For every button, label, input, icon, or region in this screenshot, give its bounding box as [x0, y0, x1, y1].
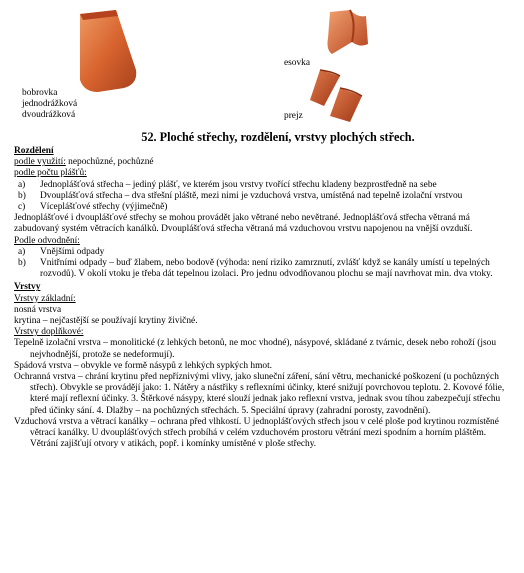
list-item	[14, 258, 514, 280]
list-marker: b)	[18, 190, 26, 201]
vrstvy-doplnkove-label: Vrstvy doplňkové:	[14, 327, 84, 338]
list-item-text: Vnějšími odpady	[40, 246, 105, 257]
section-heading-rozdeleni: Rozdělení	[14, 146, 54, 156]
caption-jednodrazkova: jednodrážková	[22, 99, 78, 109]
list-item-text: Víceplášťové střechy (výjimečně)	[40, 202, 168, 213]
podle-poctu-label: podle počtu plášťů:	[14, 168, 87, 179]
list-item	[14, 191, 514, 202]
list-marker: c)	[18, 202, 26, 213]
list-marker: a)	[18, 246, 26, 257]
podle-vyuziti-line	[14, 157, 514, 168]
podle-vyuziti-label: podle využití:	[14, 157, 66, 168]
list-item	[14, 247, 514, 258]
nosna-vrstva-text: nosná vrstva	[14, 304, 62, 315]
list-item-text: Jednoplášťová střecha – jediný plášť, ve kterém jsou vrstvy tvořící střechu kladeny bezprostředně na sebe	[40, 179, 437, 190]
ochranna-vrstva-text: Ochranná vrstva – chrání krytinu před nepříznivými vlivy, jako sluneční záření, sání větru, mechanické poškození (u pochůzných střech). Obvykle se provádějí jako: 1. Nátěry a nástřiky s reflexními účinky, které snižují povrchovou teplotu. 2. Kovové fólie, které mají reflexní účinky. 3. Štěrkové násypy, které slouží jednak jako reflexní vrstva, jednak svou tíhou zabezpečují střechu před účinky sání. 4. Dlažby – na pochůzných střechách. 5. Speciální úpravy (zahradní porosty, zavodnění).	[14, 372, 505, 416]
caption-dvoudrazkova: dvoudrážková	[22, 110, 76, 120]
caption-esovka: esovka	[284, 58, 311, 68]
krytina-text: krytina – nejčastější se používají krytiny živičné.	[14, 316, 198, 327]
esovka-tile-image	[320, 8, 372, 60]
vrstvy-zakladni-label: Vrstvy základní:	[14, 293, 76, 304]
list-item	[14, 202, 514, 213]
prejz-tile-image	[306, 66, 368, 124]
caption-bobrovka: bobrovka	[22, 88, 58, 98]
podle-vyuziti-text: nepochůzné, pochůzné	[65, 157, 154, 168]
page-title: 52. Ploché střechy, rozdělení, vrstvy plochých střech.	[141, 130, 415, 144]
spadova-vrstva-text: Spádová vrstva – obvykle ve formě násypů z lehkých sypkých hmot.	[14, 360, 273, 371]
caption-prejz: prejz	[284, 111, 303, 121]
podle-odvodneni-label: Podle odvodnění:	[14, 235, 80, 246]
tepelne-izolacni-text: Tepelně izolační vrstva – monolitické (z lehkých betonů, ne moc vhodné), násypové, skládané z tvárnic, desek nebo rohoží (jsou nejvhodnější, protože se nedeformují).	[14, 338, 497, 360]
list-item-text: Vnitřními odpady – buď žlabem, nebo bodově (výhoda: není riziko zamrznutí, zvlášť když se kanály umístí u tepelných rozvodů). V okolí vtoku je třeba dát tepelnou izolaci. Pro jednu odvodňovanou plochu se mají navrhovat min. dva vtoky.	[40, 258, 493, 280]
list-marker: b)	[18, 258, 26, 269]
section-heading-vrstvy: Vrstvy	[14, 282, 41, 293]
document-body	[14, 130, 514, 450]
list-marker: a)	[18, 179, 26, 190]
paragraph-vetrane: Jednoplášťové i dvouplášťové střechy se mohou provádět jako větrané nebo nevětrané. Jednoplášťová střecha větraná má zabudovaný systém větracích kanálků. Dvouplášťová střecha větraná má vzduchovou vrstvu napojenou na vnější ovzduší.	[14, 213, 473, 235]
list-item-text: Dvouplášťová střecha – dva střešní pláště, mezi nimi je vzduchová vrstva, umístěná nad tepelně izolační vrstvou	[40, 190, 463, 201]
vzduchova-vrstva-text: Vzduchová vrstva a větrací kanálky – ochrana před vlhkostí. U jednoplášťových střech jsou v celé ploše pod krytinou rozmístěné větrací kanálky. U dvouplášťových střech probíhá v celém vzduchovém prostoru větrání mezi spodním a horním pláštěm. Větrání zajišťují otvory v atikách, popř. i komínky umístěné v ploše střechy.	[14, 416, 499, 450]
bobrovka-tile-image	[58, 8, 140, 94]
list-item	[14, 180, 514, 191]
tile-illustrations	[0, 0, 524, 132]
